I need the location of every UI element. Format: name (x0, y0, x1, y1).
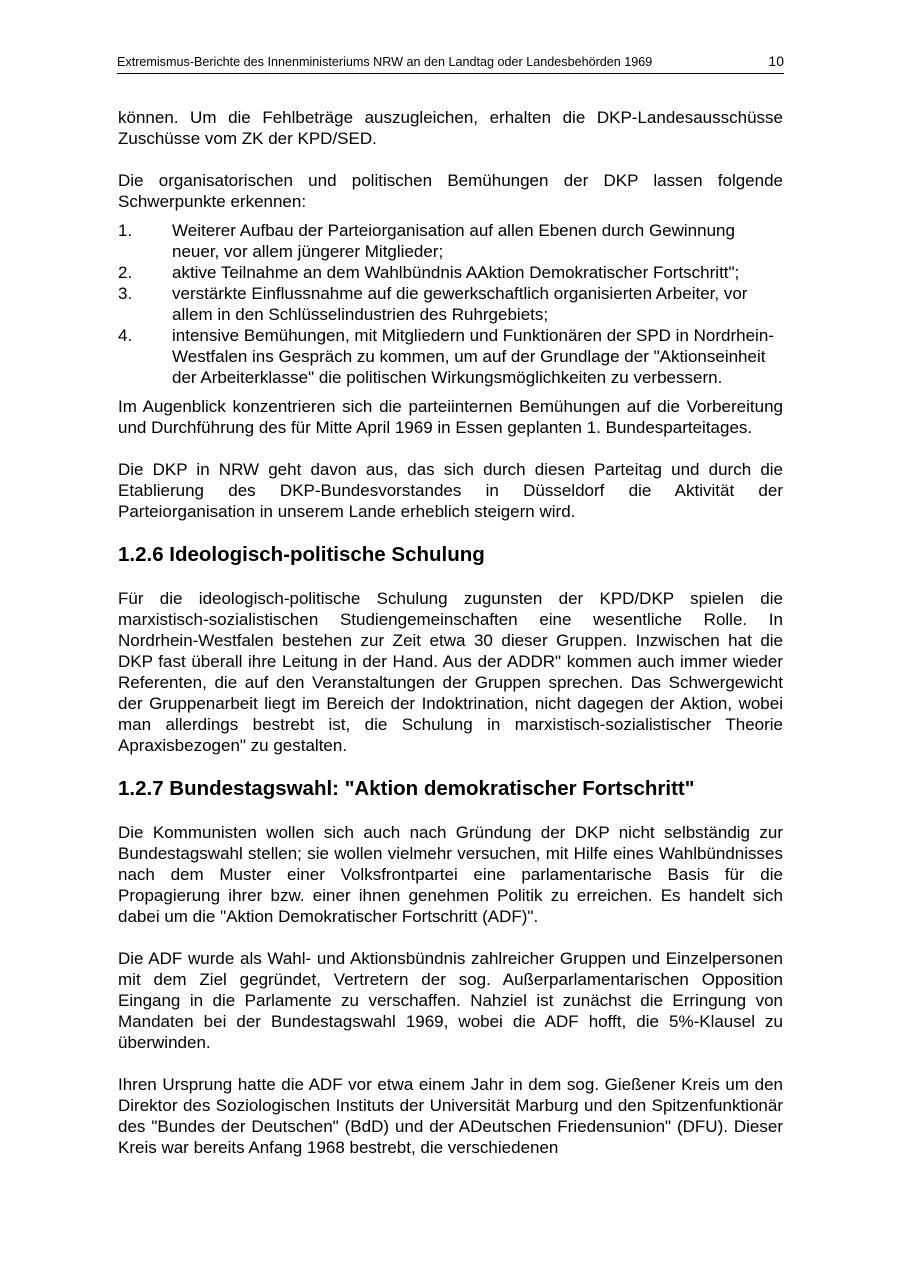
section-heading-1-2-7: 1.2.7 Bundestagswahl: "Aktion demokratischer Fortschritt" (118, 777, 695, 800)
list-item-number: 1. (118, 221, 133, 240)
numbered-list (118, 220, 783, 388)
header-title: Extremismus-Berichte des Innenministeriums NRW an den Landtag oder Landesbehörden 1969 (117, 55, 653, 69)
paragraph: Ihren Ursprung hatte die ADF vor etwa einem Jahr in dem sog. Gießener Kreis um den Direktor des Soziologischen Instituts der Universität Marburg und den Spitzenfunktionär des "Bundes der Deutschen" (BdD) und der ADeutschen Friedensunion" (DFU). Dieser Kreis war bereits Anfang 1968 bestrebt, die verschiedenen (118, 1075, 783, 1157)
list-item-text: aktive Teilnahme an dem Wahlbündnis AAktion Demokratischer Fortschritt"; (172, 263, 740, 282)
list-item-text: Weiterer Aufbau der Parteiorganisation auf allen Ebenen durch Gewinnung neuer, vor allem jüngerer Mitglieder; (172, 221, 735, 261)
paragraph: Die ADF wurde als Wahl- und Aktionsbündnis zahlreicher Gruppen und Einzelpersonen mit dem Ziel gegründet, Vertretern der sog. Außerparlamentarischen Opposition Eingang in die Parlamente zu verschaffen. Nahziel ist zunächst die Erringung von Mandaten bei der Bundestagswahl 1969, wobei die ADF hofft, die 5%-Klausel zu überwinden. (118, 949, 783, 1052)
list-item (118, 262, 783, 283)
list-item-text: intensive Bemühungen, mit Mitgliedern und Funktionären der SPD in Nordrhein-Westfalen ins Gespräch zu kommen, um auf der Grundlage der "Aktionseinheit der Arbeiterklasse" die politischen Wirkungsmöglichkeiten zu verbessern. (172, 326, 774, 387)
paragraph: Für die ideologisch-politische Schulung zugunsten der KPD/DKP spielen die marxistisch-sozialistischen Studiengemeinschaften eine wesentliche Rolle. In Nordrhein-Westfalen bestehen zur Zeit etwa 30 dieser Gruppen. Inzwischen hat die DKP fast überall ihre Leitung in der Hand. Aus der ADDR" kommen auch immer wieder Referenten, die auf den Veranstaltungen der Gruppen sprechen. Das Schwergewicht der Gruppenarbeit liegt im Bereich der Indoktrination, nicht dagegen der Aktion, wobei man allerdings bestrebt ist, die Schulung in marxistisch-sozialistischer Theorie Apraxisbezogen" zu gestalten. (118, 589, 783, 755)
paragraph: Die Kommunisten wollen sich auch nach Gründung der DKP nicht selbständig zur Bundestagswahl stellen; sie wollen vielmehr versuchen, mit Hilfe eines Wahlbündnisses nach dem Muster einer Volksfrontpartei eine parlamentarische Basis für die Propagierung ihrer bzw. einer ihnen genehmen Politik zu erreichen. Es handelt sich dabei um die "Aktion Demokratischer Fortschritt (ADF)". (118, 823, 783, 926)
list-item (118, 220, 783, 262)
section-heading-1-2-6: 1.2.6 Ideologisch-politische Schulung (118, 543, 485, 566)
paragraph: Die organisatorischen und politischen Bemühungen der DKP lassen folgende Schwerpunkte erkennen: (118, 171, 783, 211)
list-item (118, 325, 783, 388)
list-item-number: 2. (118, 263, 133, 282)
paragraph: können. Um die Fehlbeträge auszugleichen, erhalten die DKP-Landesausschüsse Zuschüsse vom ZK der KPD/SED. (118, 108, 783, 148)
paragraph: Die DKP in NRW geht davon aus, das sich durch diesen Parteitag und durch die Etablierung des DKP-Bundesvorstandes in Düsseldorf die Aktivität der Parteiorganisation in unserem Lande erheblich steigern wird. (118, 460, 783, 521)
list-item-text: verstärkte Einflussnahme auf die gewerkschaftlich organisierten Arbeiter, vor allem in den Schlüsselindustrien des Ruhrgebiets; (172, 284, 748, 324)
paragraph: Im Augenblick konzentrieren sich die parteiinternen Bemühungen auf die Vorbereitung und Durchführung des für Mitte April 1969 in Essen geplanten 1. Bundesparteitages. (118, 397, 783, 437)
page-header (117, 53, 784, 74)
page-number: 10 (768, 53, 784, 69)
list-item-number: 4. (118, 326, 133, 345)
list-item (118, 283, 783, 325)
list-item-number: 3. (118, 284, 133, 303)
document-body (118, 107, 783, 1179)
